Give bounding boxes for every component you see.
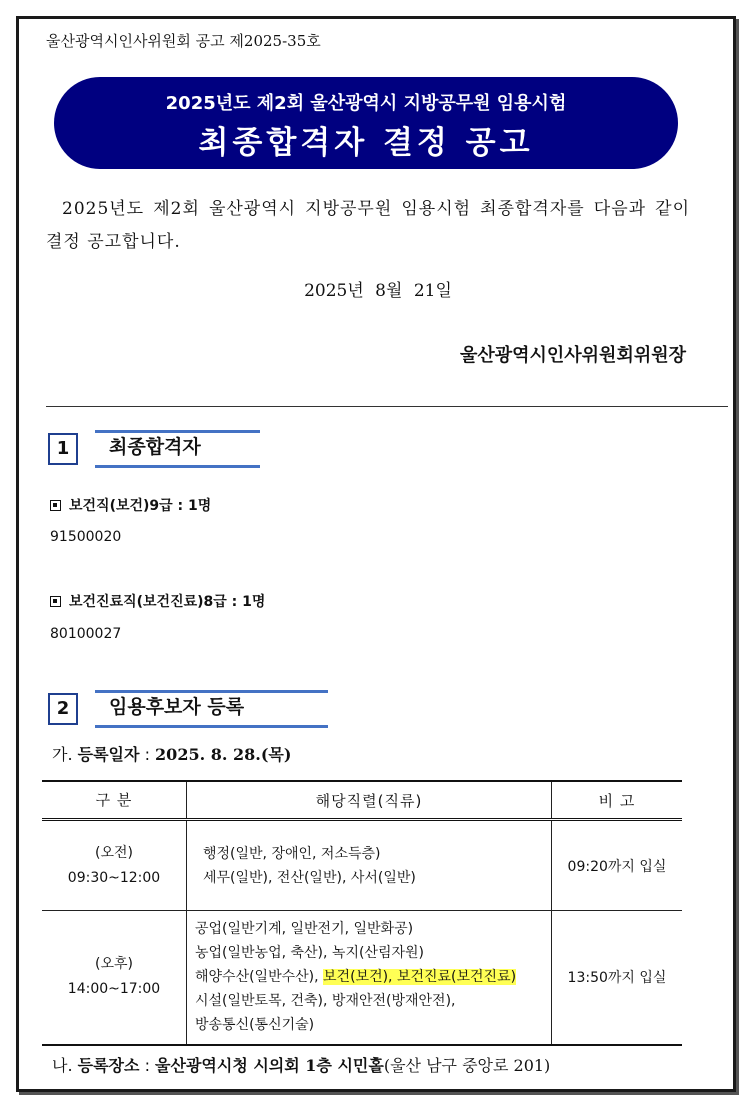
registration-date: 가. 등록일자 : 2025. 8. 28.(목) (52, 745, 292, 764)
square-bullet-icon (50, 500, 61, 511)
row-1-period: (오전) 09:30~12:00 (42, 820, 187, 911)
header-category: 구 분 (42, 781, 187, 820)
header-series: 해당직렬(직류) (187, 781, 552, 820)
registration-table (42, 780, 682, 1046)
section-1-title: 최종합격자 (95, 430, 260, 468)
section-2-title: 임용후보자 등록 (95, 690, 328, 728)
row-2-series: 공업(일반기계, 일반전기, 일반화공) 농업(일반농업, 축산), 녹지(산림자원) 해양수산(일반수산), 보건(보건), 보건진료(보건진료) 시설(일반토목, 건축), 방재안전(방재안전), 방송통신(통신기술) (187, 911, 552, 1045)
divider (46, 406, 728, 407)
banner-title: 최종합격자 결정 공고 (198, 125, 534, 161)
table-row (42, 820, 682, 911)
row-2-period: (오후) 14:00~17:00 (42, 911, 187, 1045)
section-1-number: 1 (48, 433, 78, 465)
registration-place: 나. 등록장소 : 울산광역시청 시의회 1층 시민홀(울산 남구 중앙로 201) (52, 1056, 551, 1075)
announcement-text: 2025년도 제2회 울산광역시 지방공무원 임용시험 최종합격자를 다음과 같이 결정 공고합니다. (46, 199, 690, 252)
banner-subtitle: 2025년도 제2회 울산광역시 지방공무원 임용시험 (165, 93, 567, 114)
row-2-note: 13:50까지 입실 (552, 911, 683, 1045)
row-1-note: 09:20까지 입실 (552, 820, 683, 911)
item-2-heading: 보건진료직(보건진료)8급 : 1명 (50, 591, 265, 611)
row-1-series: 행정(일반, 장애인, 저소득층) 세무(일반), 전산(일반), 사서(일반) (187, 820, 552, 911)
table-row (42, 911, 682, 1045)
signer: 울산광역시인사위원회위원장 (459, 345, 686, 366)
square-bullet-icon (50, 596, 61, 607)
item-2-value: 80100027 (50, 626, 122, 642)
highlighted-series: 보건(보건), 보건진료(보건진료) (323, 969, 517, 986)
item-1-heading: 보건직(보건)9급 : 1명 (50, 495, 211, 515)
announcement-date: 2025년 8월 21일 (304, 281, 452, 301)
notice-number: 울산광역시인사위원회 공고 제2025-35호 (46, 32, 321, 50)
table-header-row (42, 781, 682, 820)
section-2-number: 2 (48, 693, 78, 725)
header-note: 비 고 (552, 781, 683, 820)
title-banner (54, 77, 678, 169)
item-1-value: 91500020 (50, 529, 122, 545)
